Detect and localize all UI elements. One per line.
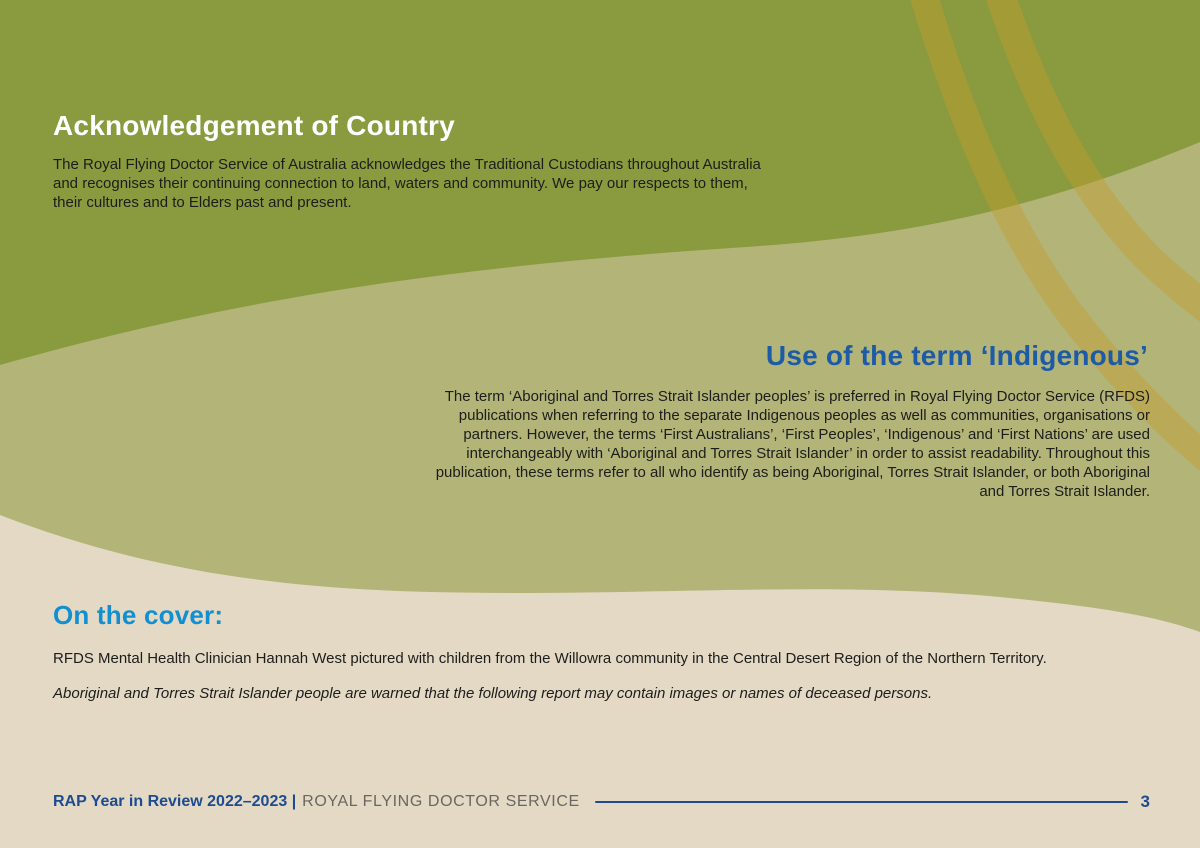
deceased-persons-warning: Aboriginal and Torres Strait Islander people are warned that the following report may contain images or names of deceased persons. (53, 685, 933, 702)
footer-report-title: RAP Year in Review 2022–2023 | (53, 793, 297, 810)
acknowledgement-title: Acknowledgement of Country (53, 110, 455, 141)
acknowledgement-body: The Royal Flying Doctor Service of Australia acknowledges the Traditional Custodians throughout Australia and recognises their continuing connection to land, waters and community. We pay our respects to them, their cultures and to Elders past and present. (53, 156, 761, 211)
indigenous-term-title: Use of the term ‘Indigenous’ (765, 340, 1148, 371)
page-number: 3 (1140, 792, 1150, 811)
page-footer (53, 792, 1150, 812)
cover-body: RFDS Mental Health Clinician Hannah West pictured with children from the Willowra community in the Central Desert Region of the Northern Territory. (53, 650, 1047, 667)
footer-organisation: ROYAL FLYING DOCTOR SERVICE (302, 793, 580, 810)
indigenous-term-body: The term ‘Aboriginal and Torres Strait Islander peoples’ is preferred in Royal Flying Doctor Service (RFDS) publications when referring to the separate Indigenous peoples as well as communities, organisations or partners. However, the terms ‘First Australians’, ‘First Peoples’, ‘Indigenous’ and ‘First Nations’ are used interchangeably with ‘Aboriginal and Torres Strait Islander’ in order to assist readability. Throughout this publication, these terms refer to all who identify as being Aboriginal, Torres Strait Islander, or both Aboriginal and Torres Strait Islander. (435, 388, 1150, 500)
footer-rule (595, 801, 1128, 803)
cover-title: On the cover: (53, 600, 224, 630)
